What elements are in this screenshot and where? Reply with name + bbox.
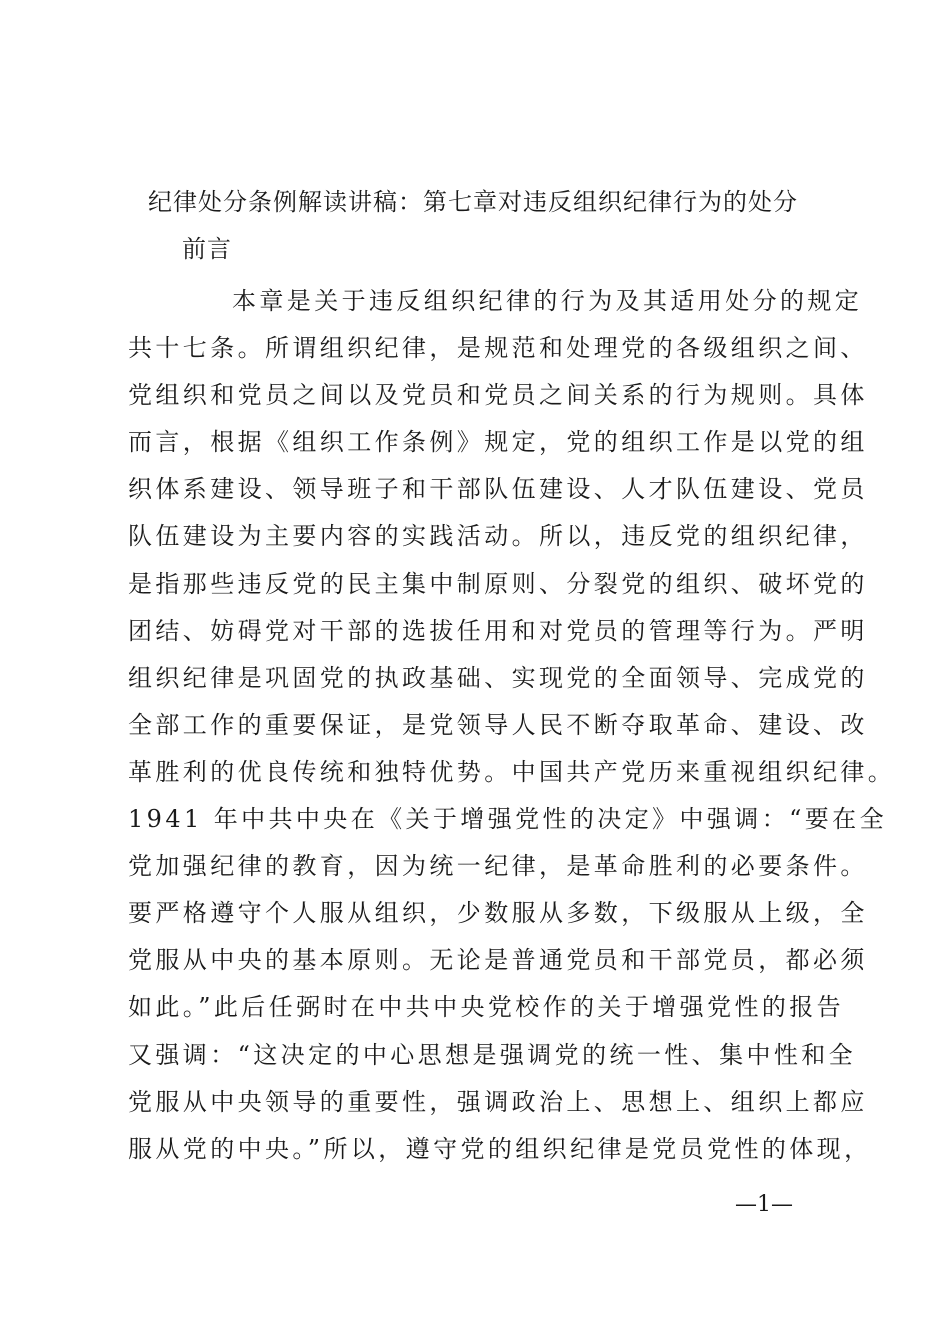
body-line: 如此。”此后任弼时在中共中央党校作的关于增强党性的报告 [128,993,845,1022]
body-line: 党加强纪律的教育，因为统一纪律，是革命胜利的必要条件。 [128,852,868,881]
body-line: 要严格遵守个人服从组织，少数服从多数，下级服从上级，全 [128,899,868,928]
body-line: 党服从中央领导的重要性，强调政治上、思想上、组织上都应 [128,1087,868,1116]
document-title: 纪律处分条例解读讲稿：第七章对违反组织纪律行为的处分 [148,188,798,216]
body-line: 织体系建设、领导班子和干部队伍建设、人才队伍建设、党员 [128,475,868,504]
body-line: 服从党的中央。”所以，遵守党的组织纪律是党员党性的体现， [128,1134,872,1163]
preface-heading: 前言 [182,235,232,263]
body-line: 是指那些违反党的民主集中制原则、分裂党的组织、破坏党的 [128,569,868,598]
page-number: —1— [735,1192,793,1217]
body-line: 本章是关于违反组织纪律的行为及其适用处分的规定 [232,287,863,315]
body-line: 全部工作的重要保证，是党领导人民不断夺取革命、建设、改 [128,710,868,739]
body-line: 1941 年中共中央在《关于增强党性的决定》中强调：“要在全 [128,805,887,834]
body-line: 而言，根据《组织工作条例》规定，党的组织工作是以党的组 [128,428,868,457]
body-line: 团结、妨碍党对干部的选拔任用和对党员的管理等行为。严明 [128,616,868,645]
body-line: 党组织和党员之间以及党员和党员之间关系的行为规则。具体 [128,381,868,410]
body-line: 党服从中央的基本原则。无论是普通党员和干部党员，都必须 [128,946,868,975]
body-line: 革胜利的优良传统和独特优势。中国共产党历来重视组织纪律。 [128,757,896,786]
body-line: 共十七条。所谓组织纪律，是规范和处理党的各级组织之间、 [128,334,868,363]
body-line: 又强调：“这决定的中心思想是强调党的统一性、集中性和全 [128,1040,857,1069]
body-line: 组织纪律是巩固党的执政基础、实现党的全面领导、完成党的 [128,663,868,692]
body-line: 队伍建设为主要内容的实践活动。所以，违反党的组织纪律， [128,522,868,551]
body-text [128,278,896,1173]
